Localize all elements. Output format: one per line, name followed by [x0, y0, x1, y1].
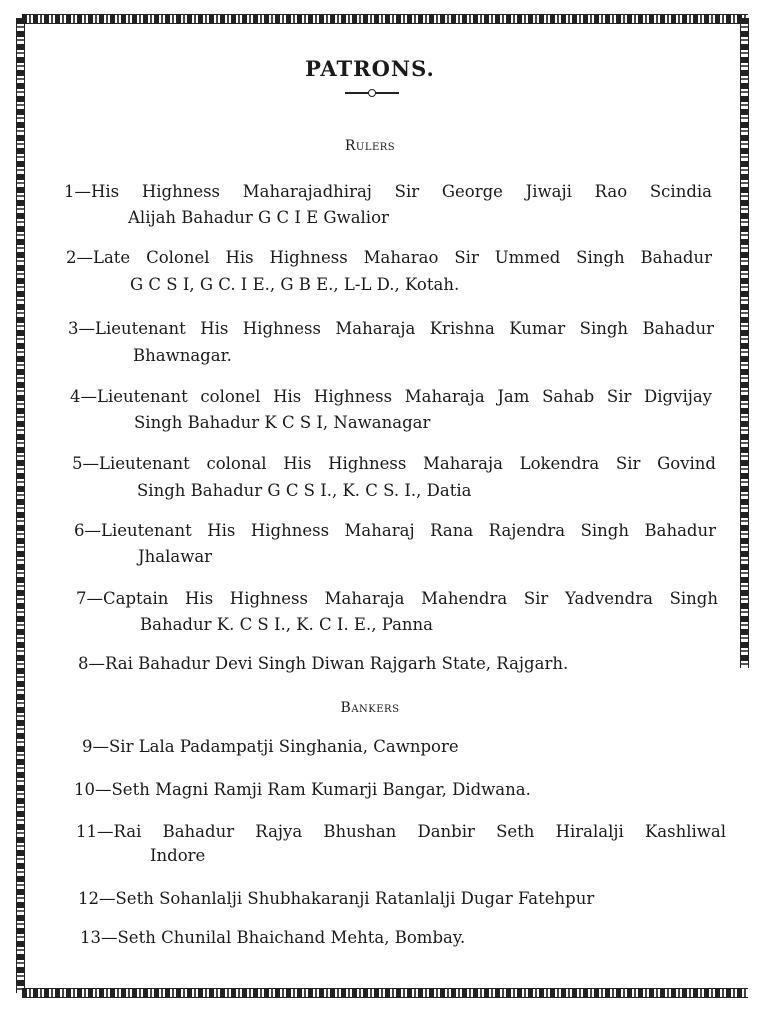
list-item-line1: 9—Sir Lala Padampatji Singhania, Cawnpore: [82, 737, 459, 756]
list-item-line2: Bhawnagar.: [133, 346, 232, 365]
list-item-line1: 13—Seth Chunilal Bhaichand Mehta, Bombay.: [80, 928, 466, 947]
list-item-line2: Bahadur K. C S I., K. C I. E., Panna: [140, 615, 433, 634]
list-item-line1: 5—Lieutenant colonal His Highness Maharaja Lokendra Sir Govind: [72, 454, 716, 473]
ornamental-border-bottom: [22, 988, 748, 998]
page-title: PATRONS.: [305, 56, 435, 81]
list-item-line1: 4—Lieutenant colonel His Highness Maharaja Jam Sahab Sir Digvijay: [70, 387, 712, 406]
ornamental-border-left: [16, 18, 25, 993]
list-item-line1: 3—Lieutenant His Highness Maharaja Krishna Kumar Singh Bahadur: [68, 319, 714, 338]
ornamental-border-right: [740, 18, 749, 668]
list-item-line1: 12—Seth Sohanlalji Shubhakaranji Ratanlalji Dugar Fatehpur: [78, 889, 595, 908]
list-item-line2: Indore: [150, 846, 206, 865]
list-item-line1: 6—Lieutenant His Highness Maharaj Rana Rajendra Singh Bahadur: [74, 521, 716, 540]
list-item-line2: Jhalawar: [138, 547, 213, 566]
list-item-line1: 10—Seth Magni Ramji Ram Kumarji Bangar, Didwana.: [74, 780, 531, 799]
list-item-line1: 2—Late Colonel His Highness Maharao Sir Ummed Singh Bahadur: [66, 248, 712, 267]
list-item-line2: Alijah Bahadur G C I E Gwalior: [128, 208, 389, 227]
ornamental-border-top: [22, 14, 748, 24]
list-item-line2: Singh Bahadur G C S I., K. C S. I., Datia: [137, 481, 472, 500]
list-item-line1: 8—Rai Bahadur Devi Singh Diwan Rajgarh State, Rajgarh.: [78, 654, 569, 673]
list-item-line1: 11—Rai Bahadur Rajya Bhushan Danbir Seth Hiralalji Kashliwal: [76, 822, 726, 841]
section-heading-rulers: Rulers: [344, 138, 396, 154]
list-item-line2: Singh Bahadur K C S I, Nawanagar: [134, 413, 431, 432]
title-ornament-dot: [368, 89, 376, 97]
list-item-line2: G C S I, G C. I E., G B E., L-L D., Kotah.: [130, 275, 460, 294]
section-heading-bankers: Bankers: [340, 700, 400, 716]
list-item-line1: 1—His Highness Maharajadhiraj Sir George Jiwaji Rao Scindia: [64, 182, 712, 201]
list-item-line1: 7—Captain His Highness Maharaja Mahendra Sir Yadvendra Singh: [76, 589, 718, 608]
